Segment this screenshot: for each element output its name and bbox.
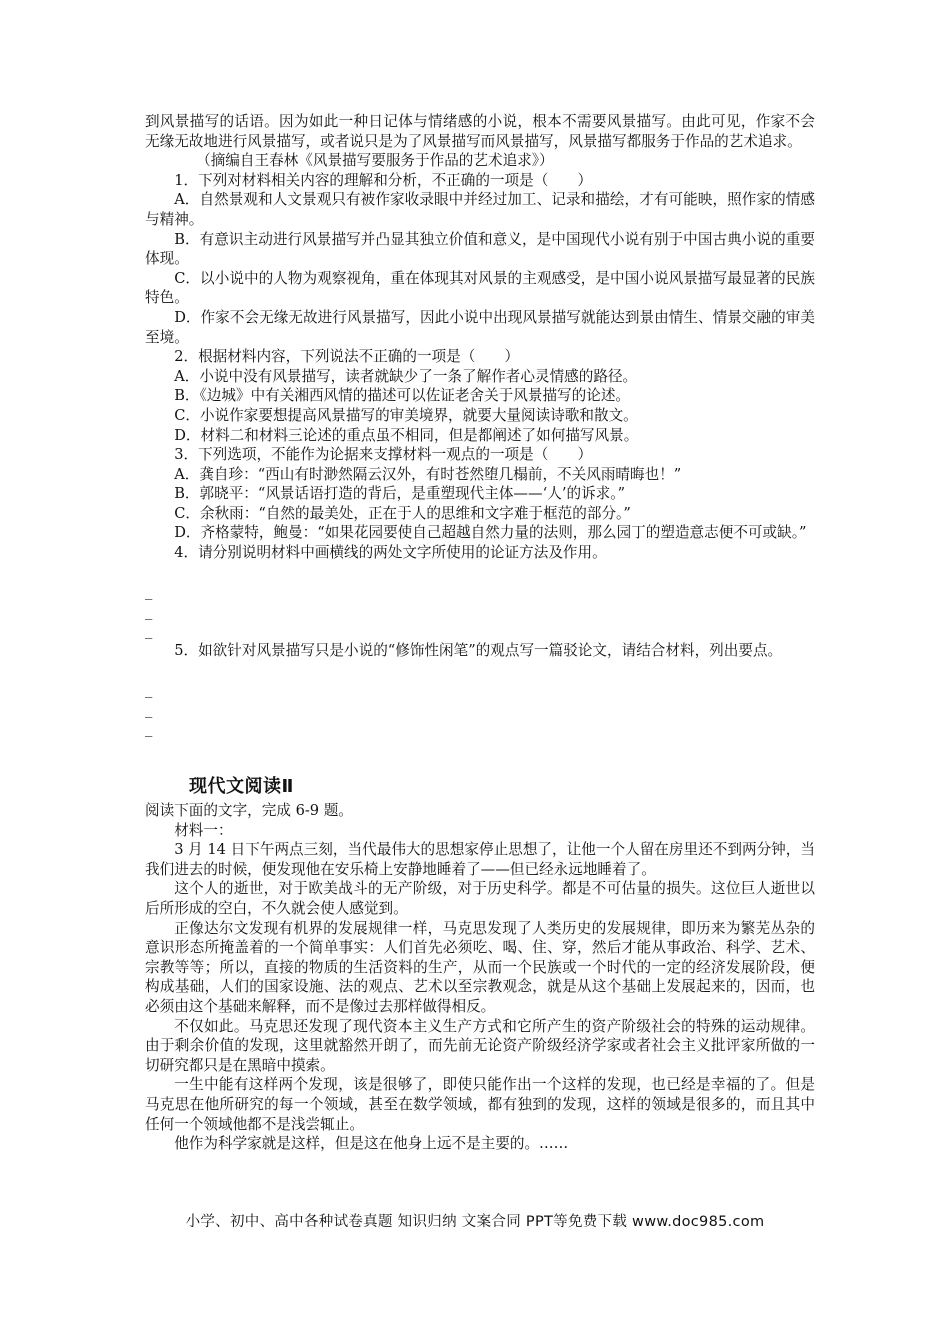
section-gap	[145, 739, 815, 775]
answer-line: _	[145, 622, 153, 640]
answer-line: _	[145, 720, 153, 738]
paragraph-q1: 1．下列对材料相关内容的理解和分析，不正确的一项是（ ）	[174, 171, 593, 189]
page-footer: 小学、初中、高中各种试卷真题 知识归纳 文案合同 PPT等免费下载 www.doc985.com	[185, 1214, 765, 1230]
paragraph-q2a: A．小说中没有风景描写，读者就缺少了一条了解作者心灵情感的路径。	[174, 367, 638, 385]
paragraph-q2b: B．《边城》中有关湘西风情的描述可以佐证老舍关于风景描写的论述。	[174, 387, 631, 405]
reading-passage	[145, 801, 815, 1154]
answer-spacer	[145, 661, 815, 681]
answer-line: _	[145, 700, 153, 718]
paragraph-b4: 不仅如此。马克思还发现了现代资本主义生产方式和它所产生的资产阶级社会的特殊的运动规律。由于剩余价值的发现，这里就豁然开朗了，而先前无论资产阶级经济学家或者社会主义批评家所做的一切研究都只是在黑暗中摸索。	[145, 1017, 815, 1074]
document-body	[145, 112, 815, 1154]
paragraph-m1: 材料一：	[174, 821, 233, 839]
paragraph-q1b: B．有意识主动进行风景描写并凸显其独立价值和意义，是中国现代小说有别于中国古典小说的重要体现。	[145, 230, 815, 268]
section-title: 现代文阅读Ⅱ	[189, 776, 294, 797]
paragraph-b1: 3 月 14 日下午两点三刻，当代最伟大的思想家停止思想了，让他一个人留在房里还不到两分钟，当我们进去的时候，便发现他在安乐椅上安静地睡着了——但已经永远地睡着了。	[145, 841, 815, 878]
answer-line: _	[145, 681, 153, 699]
paragraph-q4: 4．请分别说明材料中画横线的两处文字所使用的论证方法及作用。	[174, 544, 607, 562]
answer-line: _	[145, 602, 153, 620]
paragraph-q3c: C．余秋雨：“自然的最美处，正在于人的思维和文字难于框范的部分。”	[174, 504, 631, 522]
paragraph-q3a: A．龚自珍：“西山有时渺然隔云汉外，有时苍然堕几榻前，不关风雨晴晦也！”	[174, 465, 682, 483]
paragraph-b3: 正像达尔文发现有机界的发展规律一样，马克思发现了人类历史的发展规律，即历来为繁芜丛杂的意识形态所掩盖着的一个简单事实：人们首先必须吃、喝、住、穿，然后才能从事政治、科学、艺术、宗教等等；所以，直接的物质的生活资料的生产，从而一个民族或一个时代的一定的经济发展阶段，便构成基础，人们的国家设施、法的观点、艺术以至宗教观念，就是从这个基础上发展起来的，因而，也必须由这个基础来解释，而不是像过去那样做得相反。	[145, 919, 815, 1015]
paragraph-q1a: A．自然景观和人文景观只有被作家收录眼中并经过加工、记录和描绘，才有可能映，照作家的情感与精神。	[145, 191, 815, 228]
paragraph-q3: 3．下列选项，不能作为论据来支撑材料一观点的一项是（ ）	[174, 446, 593, 464]
paragraph-q3b: B．郭晓平：“风景话语打造的背后，是重塑现代主体——‘人’的诉求。”	[174, 485, 626, 503]
answer-spacer	[145, 563, 815, 583]
paragraph-b5: 一生中能有这样两个发现，该是很够了，即使只能作出一个这样的发现，也已经是幸福的了。但是马克思在他所研究的每一个领域，甚至在数学领域，都有独到的发现，这样的领域是很多的，而且其中任何一个领域他都不是浅尝辄止。	[145, 1076, 815, 1133]
paragraph-b2: 这个人的逝世，对于欧美战斗的无产阶级，对于历史科学。都是不可估量的损失。这位巨人逝世以后所形成的空白，不久就会使人感觉到。	[145, 880, 815, 917]
paragraph-p1: 到风景描写的话语。因为如此一种日记体与情绪感的小说，根本不需要风景描写。由此可见，作家不会无缘无故地进行风景描写，或者说只是为了风景描写而风景描写，风景描写都服务于作品的艺术追求。	[145, 113, 815, 150]
paragraph-q2d: D．材料二和材料三论述的重点虽不相同，但是都阐述了如何描写风景。	[174, 426, 639, 444]
paragraph-q2c: C．小说作家要想提高风景描写的审美境界，就要大量阅读诗歌和散文。	[174, 406, 638, 424]
paragraph-src: （摘编自王春林《风景描写要服务于作品的艺术追求》）	[196, 152, 554, 170]
question-section	[145, 112, 815, 563]
answer-line: _	[145, 583, 153, 601]
paragraph-intro: 阅读下面的文字，完成 6-9 题。	[145, 802, 353, 819]
paragraph-q1d: D．作家不会无缘无故进行风景描写，因此小说中出现风景描写就能达到景由情生、情景交融的审美至境。	[145, 308, 815, 346]
paragraph-q2: 2．根据材料内容，下列说法不正确的一项是（ ）	[174, 348, 520, 366]
paragraph-q3d: D．齐格蒙特，鲍曼：“如果花园要使自己超越自然力量的法则，那么园丁的塑造意志便不可或缺。”	[174, 524, 807, 542]
paragraph-b6: 他作为科学家就是这样，但是这在他身上远不是主要的。……	[174, 1135, 569, 1153]
question-5: 5．如欲针对风景描写只是小说的“修饰性闲笔”的观点写一篇驳论文，请结合材料，列出要点。	[174, 642, 783, 660]
paragraph-q1c: C．以小说中的人物为观察视角，重在体现其对风景的主观感受，是中国小说风景描写最显著的民族特色。	[145, 269, 815, 307]
